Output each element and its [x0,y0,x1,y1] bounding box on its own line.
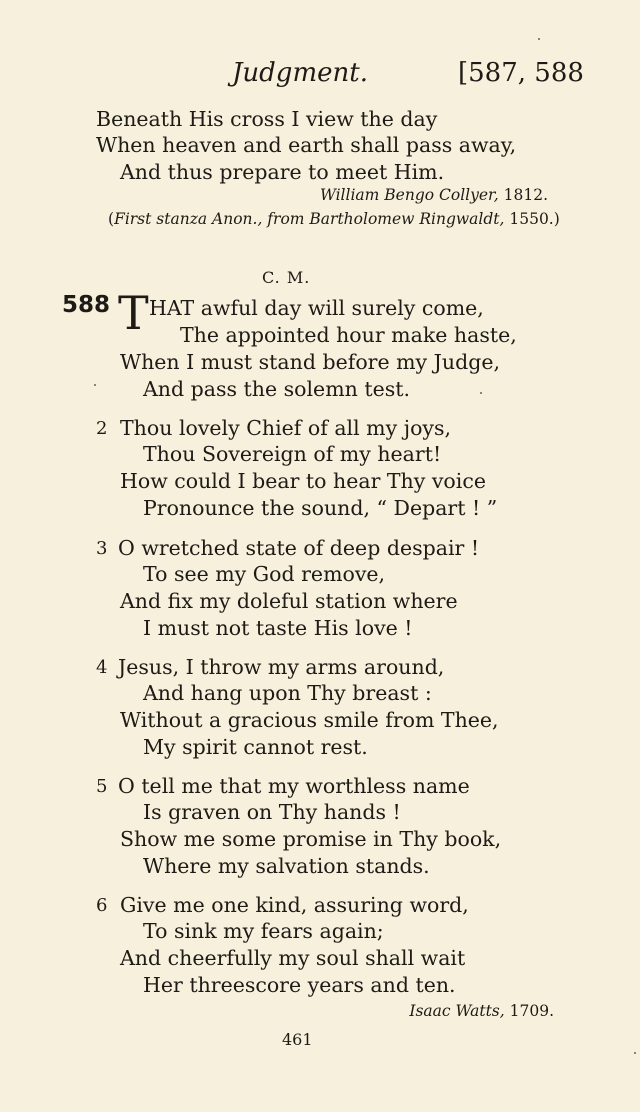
stanza-number: 3 [96,538,108,559]
stanza-line: And fix my doleful station where [120,589,458,613]
prev-hymn-line: When heaven and earth shall pass away, [96,133,517,157]
stanza-line: O tell me that my worthless name [118,774,470,798]
source-note-open-paren: ( [108,210,115,228]
stanza-line: Thou lovely Chief of all my joys, [120,416,452,440]
prev-hymn-line: And thus prepare to meet Him. [120,160,445,184]
page-number: 461 [282,1030,313,1049]
hymn-number: 588 [62,292,111,318]
stanza-line: When I must stand before my Judge, [120,350,500,374]
stanza-line: HAT awful day will surely come, [149,296,484,320]
stanza-line: Pronounce the sound, “ Depart ! ” [143,496,498,520]
stanza-line: My spirit cannot rest. [143,735,368,759]
stanza-line: The appointed hour make haste, [180,323,517,347]
stanza-number: 5 [96,776,108,797]
stanza-number: 4 [96,657,108,678]
print-speck [480,392,482,394]
stanza-line: And hang upon Thy breast : [143,681,432,705]
stanza-line: And pass the solemn test. [143,377,410,401]
stanza-line: Her threescore years and ten. [143,973,456,997]
hymn-author: Isaac Watts [409,1002,500,1020]
prev-hymn-source-note: (First stanza Anon., from Bartholomew Ringwaldt, 1550.) [108,210,560,228]
hymn-year: 1709. [509,1002,554,1020]
print-speck [634,1052,636,1054]
drop-cap: T [118,286,149,340]
stanza-line: O wretched state of deep despair ! [118,536,480,560]
prev-hymn-attribution: William Bengo Collyer, 1812. [319,186,548,204]
stanza-line: Is graven on Thy hands ! [143,800,401,824]
print-speck [94,384,96,386]
source-note-year: 1550.) [509,210,560,228]
hymn-attribution: Isaac Watts, 1709. [409,1002,554,1020]
prev-hymn-year: 1812. [503,186,548,204]
stanza-line: To sink my fears again; [143,919,384,943]
stanza-line: Show me some promise in Thy book, [120,827,502,851]
stanza-number: 6 [96,895,108,916]
prev-hymn-line: Beneath His cross I view the day [96,107,438,131]
running-head-title: Judgment. [232,58,368,88]
stanza-number: 2 [96,418,108,439]
stanza-line: And cheerfully my soul shall wait [120,946,466,970]
prev-hymn-author: William Bengo Collyer [319,186,494,204]
stanza-line: Jesus, I throw my arms around, [118,655,445,679]
print-speck [538,38,540,40]
stanza-line: Where my salvation stands. [143,854,430,878]
stanza-line: Without a gracious smile from Thee, [120,708,499,732]
meter-label: C. M. [262,268,311,287]
stanza-line: Give me one kind, assuring word, [120,893,469,917]
stanza-line: To see my God remove, [143,562,386,586]
stanza-line: Thou Sovereign of my heart! [143,442,442,466]
stanza-line: How could I bear to hear Thy voice [120,469,486,493]
source-note-text: First stanza Anon., from Bartholomew Ringwaldt [114,210,500,228]
stanza-line: I must not taste His love ! [143,616,413,640]
running-head-hymn-numbers: [587, 588 [458,58,584,88]
